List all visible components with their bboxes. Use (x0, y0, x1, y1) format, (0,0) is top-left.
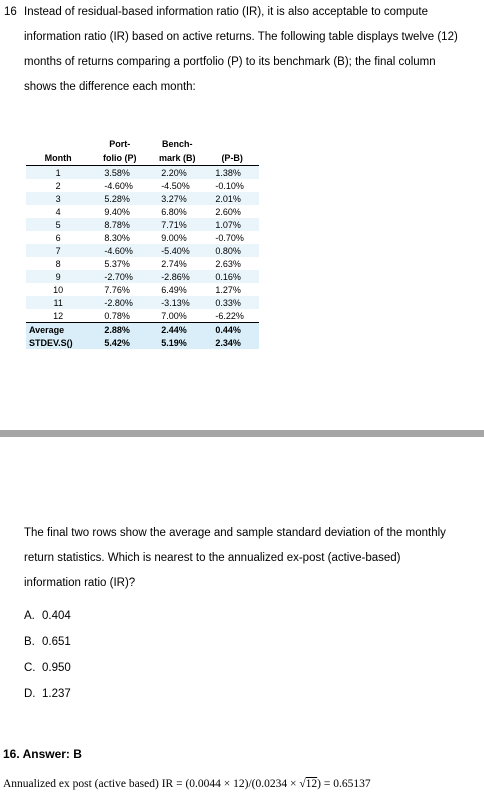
table-header-cell: Port- (109, 139, 131, 149)
table-cell: 0.33% (215, 297, 241, 308)
table-cell: 0.80% (215, 245, 241, 256)
choice-d[interactable] (24, 688, 71, 700)
table-row (26, 309, 259, 323)
table-summary (26, 323, 259, 350)
table-row (26, 179, 259, 192)
prompt-line-3: information ratio (IR)? (24, 577, 136, 589)
table-cell: -2.86% (161, 271, 190, 282)
solution-formula (3, 778, 371, 790)
table-cell: 5.37% (104, 258, 130, 269)
table-cell: 7 (55, 245, 61, 256)
choice-value: 0.404 (42, 610, 71, 622)
table-cell: 2.63% (215, 258, 241, 269)
table-cell: -0.10% (215, 180, 244, 191)
table-cell: -5.40% (161, 245, 190, 256)
question-line-4: shows the difference each month: (24, 81, 196, 93)
summary-row (26, 323, 259, 337)
table-cell: STDEV.S() (29, 337, 73, 348)
table-cell: 6.80% (161, 206, 187, 217)
prompt-line-1: The final two rows show the average and sample standard deviation of the monthly (24, 527, 446, 539)
table-cell: 1 (55, 167, 61, 178)
table-cell: 8.78% (104, 219, 130, 230)
table-cell: 2.74% (161, 258, 187, 269)
table-cell: 0.44% (205, 323, 259, 337)
table-header-cell: mark (B) (149, 151, 205, 166)
table-cell: 7.76% (104, 284, 130, 295)
choice-b[interactable] (24, 636, 71, 648)
table-cell: 12 (53, 310, 64, 321)
table-cell: 2.44% (149, 323, 205, 337)
section-divider (0, 430, 484, 437)
table-cell: 8 (55, 258, 61, 269)
table-header-cell: (P-B) (205, 151, 259, 166)
table-cell: -3.13% (161, 297, 190, 308)
table-row (26, 166, 259, 180)
table-cell: 2.60% (215, 206, 241, 217)
table-body (26, 166, 259, 323)
table-header-row-bottom (26, 151, 259, 166)
table-cell: Average (26, 323, 90, 337)
table-cell: 7.71% (161, 219, 187, 230)
table-cell: 9.40% (104, 206, 130, 217)
table-row (26, 270, 259, 283)
prompt-line-2: return statistics. Which is nearest to the annualized ex-post (active-based) (24, 552, 401, 564)
table-row (26, 192, 259, 205)
table-cell: 10 (53, 284, 64, 295)
table-cell: -0.70% (215, 232, 244, 243)
choice-value: 0.651 (42, 636, 71, 648)
table-header-row-top (26, 137, 259, 151)
table-cell: 4 (55, 206, 61, 217)
question-line-1: Instead of residual-based information ratio (IR), it is also acceptable to compute (24, 6, 428, 18)
sqrt-symbol: √ (299, 778, 306, 790)
table-cell: 5.42% (104, 337, 130, 348)
choice-letter: B. (24, 636, 35, 648)
table-cell: 5.28% (104, 193, 130, 204)
question-text (4, 0, 478, 100)
table-cell: 9 (55, 271, 61, 282)
question-number: 16 (4, 6, 17, 18)
table-row (26, 296, 259, 309)
table-cell: 2.34% (215, 337, 241, 348)
table-cell: 2 (55, 180, 61, 191)
table-row (26, 244, 259, 257)
table-cell: 7.00% (161, 310, 187, 321)
choice-c[interactable] (24, 662, 71, 674)
table-cell: 2.20% (161, 167, 187, 178)
table-cell: 2.88% (90, 323, 149, 337)
table-row (26, 231, 259, 244)
table-cell: 1.38% (215, 167, 241, 178)
table-cell: -4.50% (161, 180, 190, 191)
summary-row (26, 336, 259, 349)
returns-table (26, 137, 259, 349)
table-cell: 11 (53, 297, 63, 308)
answer-heading: 16. Answer: B (3, 747, 82, 761)
table-cell: -4.60% (104, 245, 133, 256)
table-cell: -2.70% (104, 271, 133, 282)
table-cell: 3.27% (161, 193, 187, 204)
table-cell: 0.16% (215, 271, 241, 282)
choice-letter: A. (24, 610, 35, 622)
table-cell: 3 (55, 193, 61, 204)
table-row (26, 257, 259, 270)
table-cell: 0.78% (104, 310, 130, 321)
table-header-cell: folio (P) (90, 151, 149, 166)
table-cell: 1.27% (215, 284, 241, 295)
table-cell: -4.60% (104, 180, 133, 191)
formula-suffix: ) = 0.65137 (317, 778, 371, 790)
formula-prefix: Annualized ex post (active based) IR = (0.0044 × 12)/(0.0234 × (3, 778, 300, 790)
table-header-cell (205, 137, 259, 151)
sqrt-argument: 12 (305, 778, 318, 790)
choice-a[interactable] (24, 610, 71, 622)
question-line-3: months of returns comparing a portfolio (P) to its benchmark (B); the final column (24, 56, 436, 68)
choice-letter: C. (24, 662, 36, 674)
table-cell: 6.49% (161, 284, 187, 295)
table-header-cell: Month (26, 151, 90, 166)
table-cell: 1.07% (215, 219, 241, 230)
table-cell: 5 (55, 219, 61, 230)
table-cell: -6.22% (215, 310, 244, 321)
table-cell: -2.80% (104, 297, 133, 308)
table-row (26, 218, 259, 231)
choice-letter: D. (24, 688, 36, 700)
table-cell: 3.58% (104, 167, 130, 178)
table-cell: 5.19% (161, 337, 187, 348)
table-header-cell: Bench- (162, 139, 193, 149)
table-row (26, 205, 259, 218)
table-header-cell (26, 137, 90, 151)
question-prompt (24, 521, 478, 596)
table-cell: 8.30% (104, 232, 130, 243)
table-cell: 6 (55, 232, 61, 243)
table-row (26, 283, 259, 296)
question-line-2: information ratio (IR) based on active returns. The following table displays twelve (12) (24, 31, 458, 43)
choice-value: 0.950 (42, 662, 71, 674)
table-cell: 9.00% (161, 232, 187, 243)
choice-value: 1.237 (42, 688, 71, 700)
table-cell: 2.01% (215, 193, 241, 204)
